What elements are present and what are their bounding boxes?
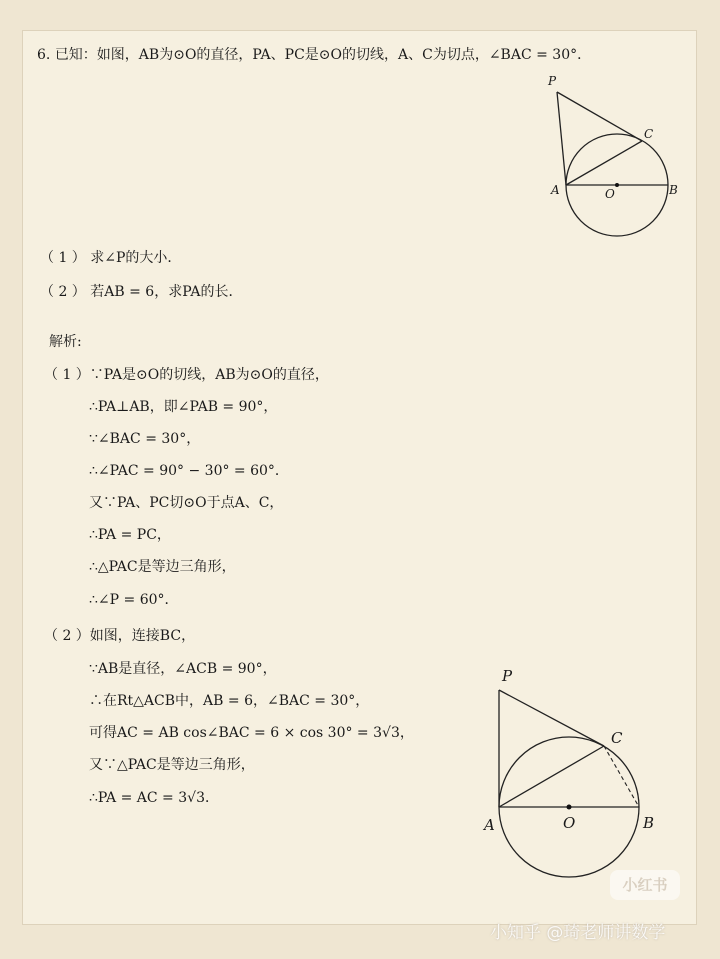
solution-part1-line: ∵∠BAC = 30°，: [89, 431, 201, 447]
figure-1-tangent-pc: [557, 92, 642, 141]
figure-1-center-dot: [615, 183, 619, 187]
solution-part2-line: 可得AC = AB cos∠BAC = 6 × cos 30° = 3√3，: [89, 725, 414, 741]
figure-2-center-dot: [567, 805, 572, 810]
solution-part1-line: ∴∠P = 60°．: [89, 592, 179, 608]
figure-2-label-b: B: [643, 814, 655, 832]
figure-2-tangent-pc: [499, 690, 604, 746]
solution-part1-line: ∴△PAC是等边三角形，: [89, 559, 236, 575]
figure-1-label-o: O: [605, 187, 615, 201]
problem-number: 6.: [37, 47, 51, 63]
solution-part2-line: ∴在Rt△ACB中，AB = 6，∠BAC = 30°，: [89, 693, 370, 709]
watermark-credit: 小知乎 @琦老师讲数学: [490, 923, 666, 943]
figure-2-label-c: C: [611, 729, 623, 747]
solution-heading: 解析:: [49, 334, 82, 350]
problem-stem-text: 已知：如图，AB为⊙O的直径，PA、PC是⊙O的切线，A、C为切点，∠BAC = 30°．: [54, 47, 592, 63]
solution-part1-line: ∴∠PAC = 90° − 30° = 60°．: [89, 463, 289, 479]
solution-part2-line: （ 2 ）如图，连接BC，: [44, 628, 196, 644]
solution-part2-line: ∵AB是直径，∠ACB = 90°，: [89, 661, 277, 677]
solution-part1-line: ∴PA⊥AB，即∠PAB = 90°，: [89, 399, 278, 415]
figure-1: [540, 70, 690, 245]
figure-1-label-c: C: [644, 127, 654, 141]
figure-2-chord-ac: [499, 746, 604, 807]
figure-2-label-p: P: [502, 667, 513, 685]
watermark-badge: 小红书: [610, 870, 680, 900]
solution-part2-line: 又∵△PAC是等边三角形，: [89, 757, 255, 773]
figure-1-chord-ac: [566, 141, 642, 185]
problem-stem: [37, 46, 591, 64]
figure-2: [480, 660, 660, 885]
figure-2-label-o: O: [563, 814, 576, 832]
figure-1-label-b: B: [669, 183, 678, 197]
figure-2-label-a: A: [484, 816, 495, 834]
figure-2-chord-bc-dashed: [604, 746, 639, 807]
question-1: （ 1 ） 求∠P的大小．: [40, 250, 182, 266]
solution-part1-line: （ 1 ）∵PA是⊙O的切线，AB为⊙O的直径，: [44, 367, 329, 383]
solution-part2-line: ∴PA = AC = 3√3．: [89, 790, 219, 806]
question-2: （ 2 ） 若AB = 6，求PA的长．: [40, 284, 243, 300]
figure-1-label-p: P: [548, 74, 557, 88]
solution-part1-line: ∴PA = PC，: [89, 527, 171, 543]
solution-part1-line: 又∵PA、PC切⊙O于点A、C，: [89, 495, 284, 511]
figure-1-tangent-pa: [557, 92, 566, 185]
figure-1-label-a: A: [551, 183, 560, 197]
